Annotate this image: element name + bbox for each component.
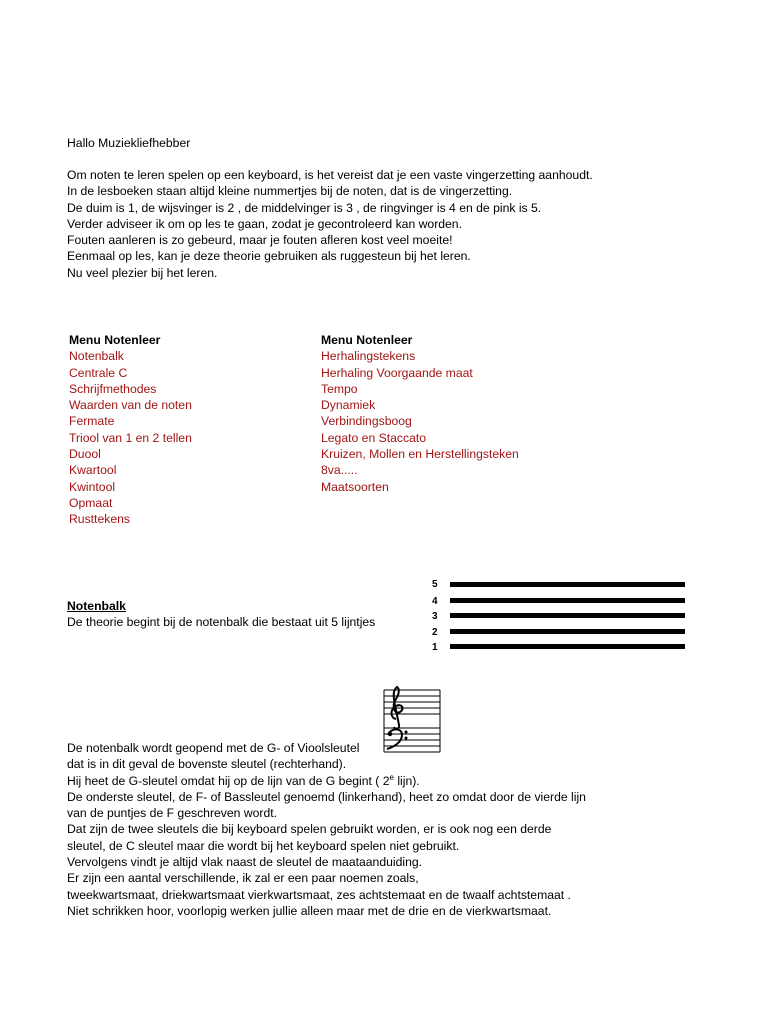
text-fragment: Hij heet de G-sleutel omdat hij op de lijn van de G begint ( 2 bbox=[67, 773, 390, 788]
notenbalk-description: De theorie begint bij de notenbalk die bestaat uit 5 lijntjes bbox=[67, 615, 376, 629]
text-line: van de puntjes de F geschreven wordt. bbox=[67, 806, 278, 821]
body-paragraph bbox=[67, 740, 586, 919]
text-line: Vervolgens vindt je altijd vlak naast de sleutel de maataanduiding. bbox=[67, 855, 423, 870]
staff-line-number: 2 bbox=[432, 627, 438, 638]
text-line: Er zijn een aantal verschillende, ik zal er een paar noemen zoals, bbox=[67, 871, 419, 886]
text-line: De notenbalk wordt geopend met de G- of Vioolsleutel bbox=[67, 741, 360, 755]
menu-link[interactable]: Tempo bbox=[321, 381, 358, 396]
menu-link[interactable]: Herhaling Voorgaande maat bbox=[321, 365, 473, 380]
intro-line: Fouten aanleren is zo gebeurd, maar je fouten afleren kost veel moeite! bbox=[67, 233, 453, 248]
intro-line: Eenmaal op les, kan je deze theorie gebruiken als ruggesteun bij het leren. bbox=[67, 249, 471, 264]
menu-link[interactable]: Verbindingsboog bbox=[321, 414, 412, 429]
menu-link[interactable]: Rusttekens bbox=[69, 512, 130, 527]
menu-link[interactable]: Kruizen, Mollen en Herstellingsteken bbox=[321, 447, 519, 462]
staff-line-number: 1 bbox=[432, 642, 438, 653]
menu-link[interactable]: Waarden van de noten bbox=[69, 398, 192, 413]
menu-notenleer-right bbox=[321, 332, 519, 495]
menu-link[interactable]: Notenbalk bbox=[69, 349, 124, 364]
staff-line-number: 5 bbox=[432, 579, 438, 590]
menu-link[interactable]: Opmaat bbox=[69, 495, 113, 510]
superscript: e bbox=[389, 772, 394, 782]
intro-line: Om noten te leren spelen op een keyboard, is het vereist dat je een vaste vingerzetting aanhoudt. bbox=[67, 168, 593, 182]
menu-link[interactable]: Herhalingstekens bbox=[321, 349, 416, 364]
staff-line bbox=[450, 629, 685, 634]
staff-line bbox=[450, 598, 685, 603]
menu-heading: Menu Notenleer bbox=[321, 333, 413, 347]
text-line: Dat zijn de twee sleutels die bij keyboard spelen gebruikt worden, er is ook nog een derde bbox=[67, 822, 552, 837]
menu-heading: Menu Notenleer bbox=[69, 333, 161, 347]
menu-link[interactable]: Maatsoorten bbox=[321, 479, 389, 494]
menu-notenleer-left bbox=[69, 332, 192, 528]
menu-link[interactable]: Triool van 1 en 2 tellen bbox=[69, 430, 192, 445]
notenbalk-title: Notenbalk bbox=[67, 599, 126, 613]
menu-link[interactable]: Legato en Staccato bbox=[321, 430, 427, 445]
menu-link[interactable]: Kwintool bbox=[69, 479, 116, 494]
menu-link[interactable]: Fermate bbox=[69, 414, 115, 429]
staff-line bbox=[450, 644, 685, 649]
greeting: Hallo Muziekliefhebber bbox=[67, 136, 191, 150]
menu-link[interactable]: Dynamiek bbox=[321, 398, 376, 413]
intro-line: Nu veel plezier bij het leren. bbox=[67, 265, 218, 280]
text-line: tweekwartsmaat, driekwartsmaat vierkwartsmaat, zes achtstemaat en de twaalf achtstemaat . bbox=[67, 887, 571, 902]
staff-line-number: 3 bbox=[432, 611, 438, 622]
text-fragment: lijn). bbox=[393, 773, 420, 788]
staff-line bbox=[450, 582, 685, 587]
text-line: Niet schrikken hoor, voorlopig werken jullie alleen maar met de drie en de vierkwartsmaat. bbox=[67, 903, 552, 918]
staff-line-number: 4 bbox=[432, 596, 438, 607]
menu-link[interactable]: Kwartool bbox=[69, 463, 117, 478]
intro-line: De duim is 1, de wijsvinger is 2 , de middelvinger is 3 , de ringvinger is 4 en de pink is 5. bbox=[67, 200, 542, 215]
intro-paragraph bbox=[67, 167, 593, 281]
menu-link[interactable]: 8va..... bbox=[321, 463, 358, 478]
menu-link[interactable]: Duool bbox=[69, 447, 101, 462]
intro-line: Verder adviseer ik om op les te gaan, zodat je gecontroleerd kan worden. bbox=[67, 216, 462, 231]
text-line: sleutel, de C sleutel maar die wordt bij het keyboard spelen niet gebruikt. bbox=[67, 838, 460, 853]
text-line: De onderste sleutel, de F- of Bassleutel genoemd (linkerhand), heet zo omdat door de vierde lijn bbox=[67, 789, 586, 804]
intro-line: In de lesboeken staan altijd kleine nummertjes bij de noten, dat is de vingerzetting. bbox=[67, 184, 513, 199]
text-line bbox=[67, 773, 586, 789]
menu-link[interactable]: Schrijfmethodes bbox=[69, 381, 157, 396]
staff-line bbox=[450, 613, 685, 618]
menu-link[interactable]: Centrale C bbox=[69, 365, 128, 380]
text-line: dat is in dit geval de bovenste sleutel (rechterhand). bbox=[67, 757, 347, 772]
